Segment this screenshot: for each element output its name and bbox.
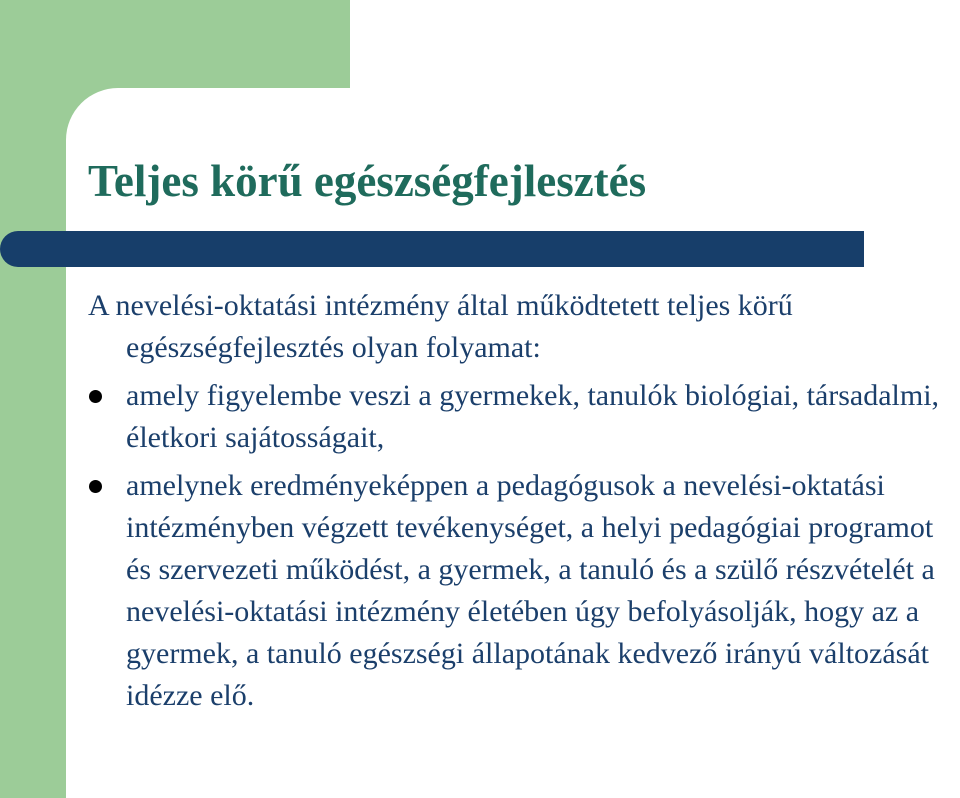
bullet-text: amelynek eredményeképpen a pedagógusok a nevelési-oktatási intézményben végzett tevékenységet, a helyi pedagógiai programot és szervezeti működést, a gyermek, a tanuló és a szülő részvételét a nevelési-oktatási intézmény életében úgy befolyásolják, hogy az a gyermek, a tanuló egészségi állapotának kedvező irányú változását idézze elő. xyxy=(126,469,935,712)
bullet-item xyxy=(88,465,960,717)
title-divider-bar xyxy=(0,231,864,267)
slide-title: Teljes körű egészségfejlesztés xyxy=(88,156,647,206)
bullet-icon xyxy=(89,390,102,403)
slide-body xyxy=(88,285,960,717)
intro-paragraph: A nevelési-oktatási intézmény által működtetett teljes körű egészségfejlesztés olyan folyamat: xyxy=(88,289,793,364)
bullet-text: amely figyelembe veszi a gyermekek, tanulók biológiai, társadalmi, életkori sajátosságait, xyxy=(126,379,940,454)
bullet-icon xyxy=(89,480,102,493)
bullet-item xyxy=(88,375,960,459)
